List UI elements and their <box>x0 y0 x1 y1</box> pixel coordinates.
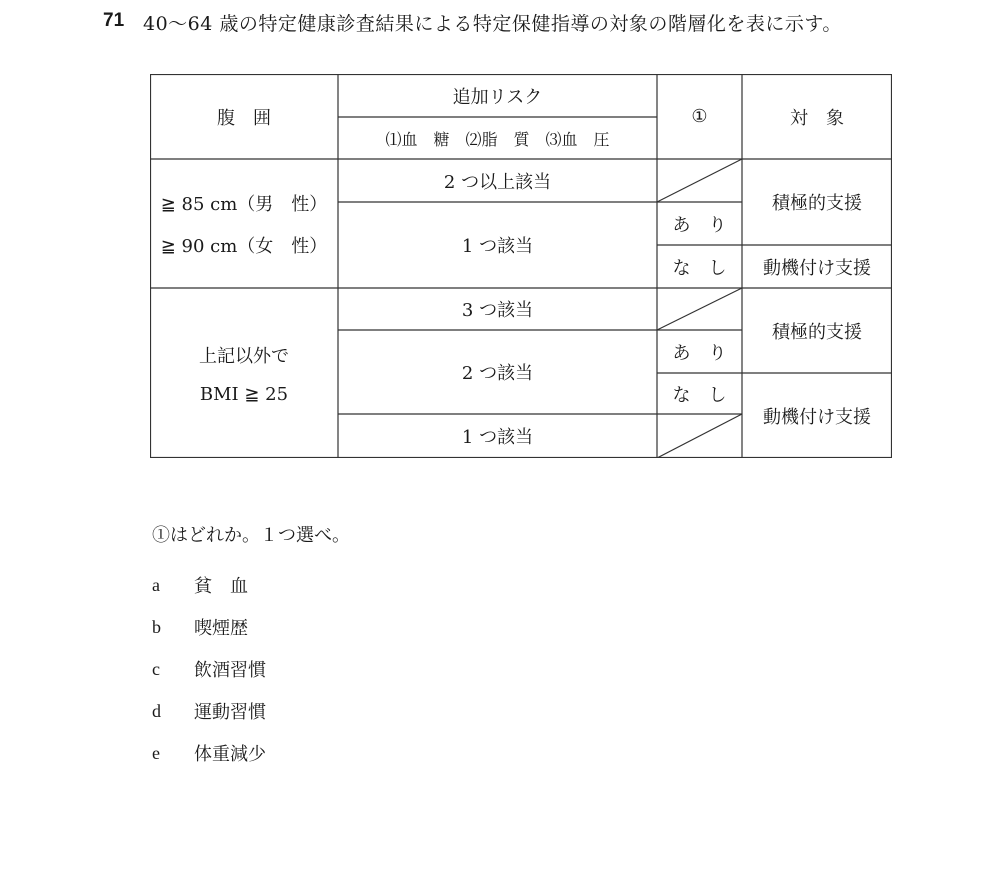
choice-letter: b <box>152 616 161 637</box>
choice-text: 喫煙歴 <box>194 618 248 639</box>
group1-criteria-female: ≧ 90 cm（女 性） <box>160 235 328 257</box>
stratification-table <box>150 74 892 458</box>
group1-nashi: な し <box>672 257 727 279</box>
group1-target-active: 積極的支援 <box>772 193 862 214</box>
choice-text: 体重減少 <box>194 744 266 765</box>
choice-a[interactable] <box>152 564 266 606</box>
choice-b[interactable] <box>152 606 266 648</box>
group2-risk-3: 3 つ該当 <box>461 300 534 321</box>
header-target: 対 象 <box>790 107 844 129</box>
group1-target-motivation: 動機付け支援 <box>763 257 871 279</box>
choice-letter: a <box>152 574 160 595</box>
choice-letter: e <box>152 742 160 763</box>
choice-text: 貧 血 <box>194 576 248 597</box>
group1-risk-2plus: 2 つ以上該当 <box>443 171 552 193</box>
diagonal-slash <box>657 288 742 330</box>
group2-criteria <box>150 288 338 458</box>
header-circle-1: ① <box>691 106 708 127</box>
group2-target-motivation: 動機付け支援 <box>763 406 871 428</box>
choice-text: 飲酒習慣 <box>194 660 266 681</box>
choice-text: 運動習慣 <box>194 702 266 723</box>
diagonal-slash <box>657 159 742 202</box>
question-text: 40〜64 歳の特定健康診査結果による特定保健指導の対象の階層化を表に示す。 <box>143 13 842 35</box>
group2-ari: あ り <box>672 342 727 364</box>
diagonal-slash <box>657 414 742 458</box>
header-risk-items: ⑴血 糖 ⑵脂 質 ⑶血 圧 <box>385 129 610 149</box>
group1-criteria <box>150 159 338 288</box>
choice-c[interactable] <box>152 648 266 690</box>
question-number: 71 <box>103 10 125 31</box>
group1-criteria-male: ≧ 85 cm（男 性） <box>160 193 328 215</box>
header-additional-risk: 追加リスク <box>452 86 543 108</box>
group2-criteria-line1: 上記以外で <box>199 345 289 367</box>
group2-risk-2: 2 つ該当 <box>461 363 534 384</box>
question-prompt: ①はどれか。１つ選べ。 <box>152 525 350 546</box>
group1-risk-1: 1 つ該当 <box>461 236 534 257</box>
choice-e[interactable] <box>152 732 266 774</box>
header-waist: 腹 囲 <box>217 107 271 129</box>
group2-risk-1: 1 つ該当 <box>461 427 534 448</box>
group2-criteria-bmi: BMI ≧ 25 <box>199 383 289 405</box>
group2-target-active: 積極的支援 <box>772 321 862 343</box>
answer-choices <box>152 564 266 774</box>
choice-letter: d <box>152 700 161 721</box>
group1-ari: あ り <box>672 214 727 236</box>
group2-nashi: な し <box>672 384 727 406</box>
choice-d[interactable] <box>152 690 266 732</box>
choice-letter: c <box>152 658 160 679</box>
